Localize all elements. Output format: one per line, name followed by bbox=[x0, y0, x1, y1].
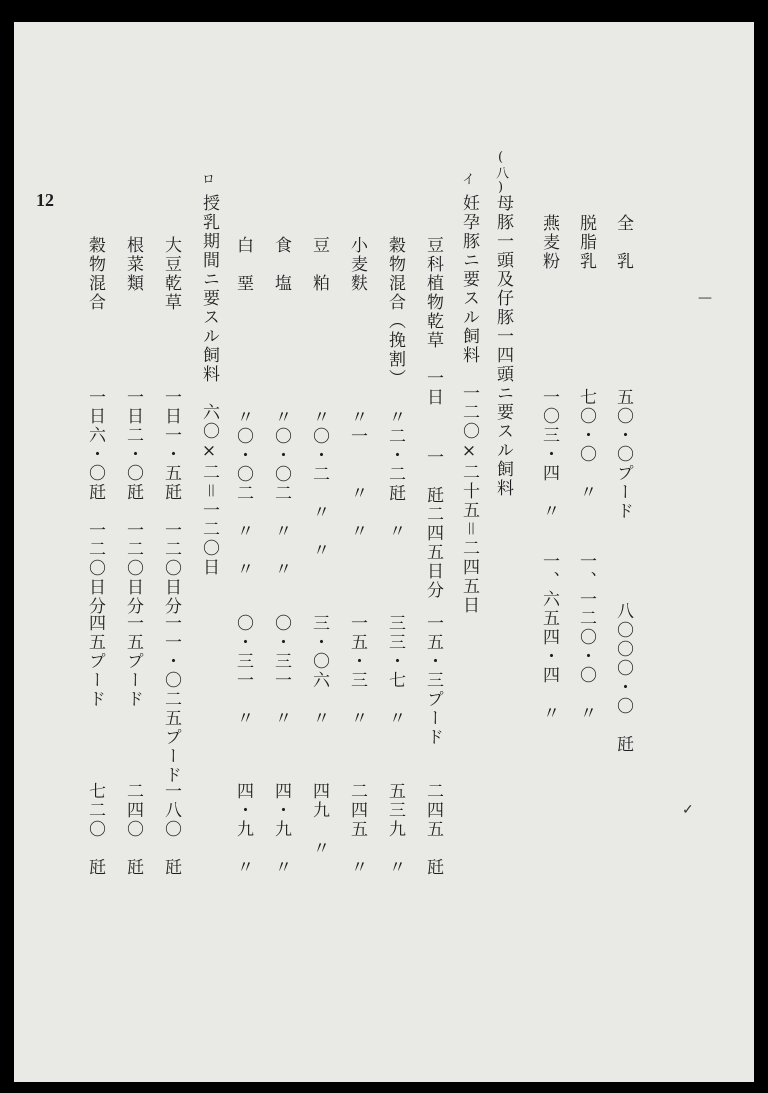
i-row-amount bbox=[386, 408, 403, 541]
item-label: 豆科植物乾草 一日 bbox=[423, 236, 443, 407]
stray-mark: — bbox=[698, 290, 712, 306]
amount: 〃二・二瓩 〃 bbox=[385, 408, 405, 541]
item-label: 穀物混合 bbox=[85, 236, 105, 312]
i-row-total bbox=[424, 782, 441, 877]
ro-row-grain-mix bbox=[86, 236, 103, 312]
item-label: 豆 粕 bbox=[309, 236, 329, 293]
pood: 〇・三一 〃 bbox=[233, 614, 253, 728]
ro-row-total bbox=[86, 782, 103, 877]
i-row-amount bbox=[272, 408, 289, 579]
total: 四九 〃 bbox=[309, 782, 329, 858]
pood: 一五・三 〃 bbox=[347, 614, 367, 728]
i-row-legume-hay bbox=[424, 236, 441, 407]
pood: 〇・三一 〃 bbox=[271, 614, 291, 728]
pood: 三・〇六 〃 bbox=[309, 614, 329, 728]
total: 一、一二〇・〇 〃 bbox=[576, 552, 596, 723]
ro-row-soy-hay bbox=[162, 236, 179, 312]
i-row-amount bbox=[348, 408, 365, 541]
amount: 〃〇・二 〃 〃 bbox=[309, 408, 329, 560]
total: 四・九 〃 bbox=[233, 782, 253, 877]
pood: 一一・〇二五プード bbox=[161, 614, 181, 785]
i-row-pood bbox=[272, 614, 289, 728]
quantity: 一〇三・四 〃 bbox=[539, 388, 559, 521]
i-row-bean-cake bbox=[310, 236, 327, 293]
quantity: 五〇・〇プード bbox=[613, 388, 633, 521]
total: 一、六五四・四 〃 bbox=[539, 552, 559, 723]
i-row-total bbox=[348, 782, 365, 877]
total: 二四五 瓩 bbox=[423, 782, 443, 877]
i-row-total bbox=[386, 782, 403, 877]
section-title: 母豚一頭及仔豚一四頭ニ要スル飼料 bbox=[493, 194, 513, 498]
i-row-amount bbox=[310, 408, 327, 560]
amount: 〃一 〃 〃 bbox=[347, 408, 367, 541]
item-label: 大豆乾草 bbox=[161, 236, 181, 312]
item-label: 小麦麩 bbox=[347, 236, 367, 293]
page-number: 12 bbox=[36, 190, 54, 210]
i-row-grain-mix bbox=[386, 236, 403, 388]
ro-row-amount bbox=[86, 388, 103, 616]
i-row-pood bbox=[386, 614, 403, 728]
row-skim-milk-total bbox=[577, 552, 594, 723]
amount: 一 瓩二四五日分 bbox=[423, 448, 443, 600]
total: 一八〇 瓩 bbox=[161, 782, 181, 877]
item-label: 燕麦粉 bbox=[539, 214, 559, 271]
i-row-salt bbox=[272, 236, 289, 293]
i-row-pood bbox=[424, 614, 441, 747]
total: 四・九 〃 bbox=[271, 782, 291, 877]
amount: 〃〇・〇二 〃 〃 bbox=[271, 408, 291, 579]
row-skim-milk-qty bbox=[577, 388, 594, 502]
i-row-total bbox=[310, 782, 327, 858]
i-row-amount bbox=[234, 408, 251, 579]
item-label: 食 塩 bbox=[271, 236, 291, 293]
ro-row-root-crops bbox=[124, 236, 141, 293]
amount: 一日二・〇瓩 一二〇日分 bbox=[123, 388, 143, 616]
i-row-pood bbox=[310, 614, 327, 728]
stray-mark: ✓ bbox=[682, 802, 694, 818]
pood: 一五・三プード bbox=[423, 614, 443, 747]
sub-ro-title: 授乳期間ニ要スル飼料 六〇×二＝一二〇日 bbox=[199, 194, 219, 577]
item-label: 白 堊 bbox=[233, 236, 253, 293]
item-label: 全 乳 bbox=[613, 214, 633, 271]
row-skim-milk bbox=[577, 214, 594, 271]
row-whole-milk bbox=[614, 214, 631, 271]
i-row-pood bbox=[348, 614, 365, 728]
item-label: 根菜類 bbox=[123, 236, 143, 293]
item-label: 穀物混合（挽割） bbox=[385, 236, 405, 388]
sub-i-title: 妊孕豚ニ要スル飼料 一二〇×二十五＝二四五日 bbox=[459, 194, 479, 615]
ro-row-total bbox=[162, 782, 179, 877]
i-row-chalk bbox=[234, 236, 251, 293]
row-oat-flour bbox=[540, 214, 557, 271]
total: 五三九 〃 bbox=[385, 782, 405, 877]
pood: 四五プード bbox=[85, 614, 105, 709]
item-label: 脱脂乳 bbox=[576, 214, 596, 271]
i-row-pood bbox=[234, 614, 251, 728]
ro-row-amount bbox=[162, 388, 179, 616]
amount: 一日六・〇瓩 一二〇日分 bbox=[85, 388, 105, 616]
i-row-wheat-bran bbox=[348, 236, 365, 293]
total: 七二〇 瓩 bbox=[85, 782, 105, 877]
sub-ro-label: ロ bbox=[199, 172, 214, 186]
ro-row-pood bbox=[162, 614, 179, 785]
ro-row-pood bbox=[86, 614, 103, 709]
pood: 一五プード bbox=[123, 614, 143, 709]
document-page bbox=[14, 22, 754, 1082]
row-whole-milk-qty bbox=[614, 388, 631, 521]
ro-row-total bbox=[124, 782, 141, 877]
row-whole-milk-total bbox=[614, 602, 631, 754]
row-oat-flour-qty bbox=[540, 388, 557, 521]
section-label: (八) bbox=[493, 150, 508, 196]
quantity: 七〇・〇 〃 bbox=[576, 388, 596, 502]
i-row-total bbox=[272, 782, 289, 877]
amount: 〃〇・〇二 〃 〃 bbox=[233, 408, 253, 579]
pood: 三三・七 〃 bbox=[385, 614, 405, 728]
row-oat-flour-total bbox=[540, 552, 557, 723]
amount: 一日一・五瓩 一二〇日分 bbox=[161, 388, 181, 616]
i-row-total bbox=[234, 782, 251, 877]
total: 二四五 〃 bbox=[347, 782, 367, 877]
total: 二四〇 瓩 bbox=[123, 782, 143, 877]
total: 八〇〇〇・〇 瓩 bbox=[613, 602, 633, 754]
i-row-amount bbox=[424, 448, 441, 600]
ro-row-pood bbox=[124, 614, 141, 709]
ro-row-amount bbox=[124, 388, 141, 616]
sub-i-label: イ bbox=[459, 172, 474, 186]
